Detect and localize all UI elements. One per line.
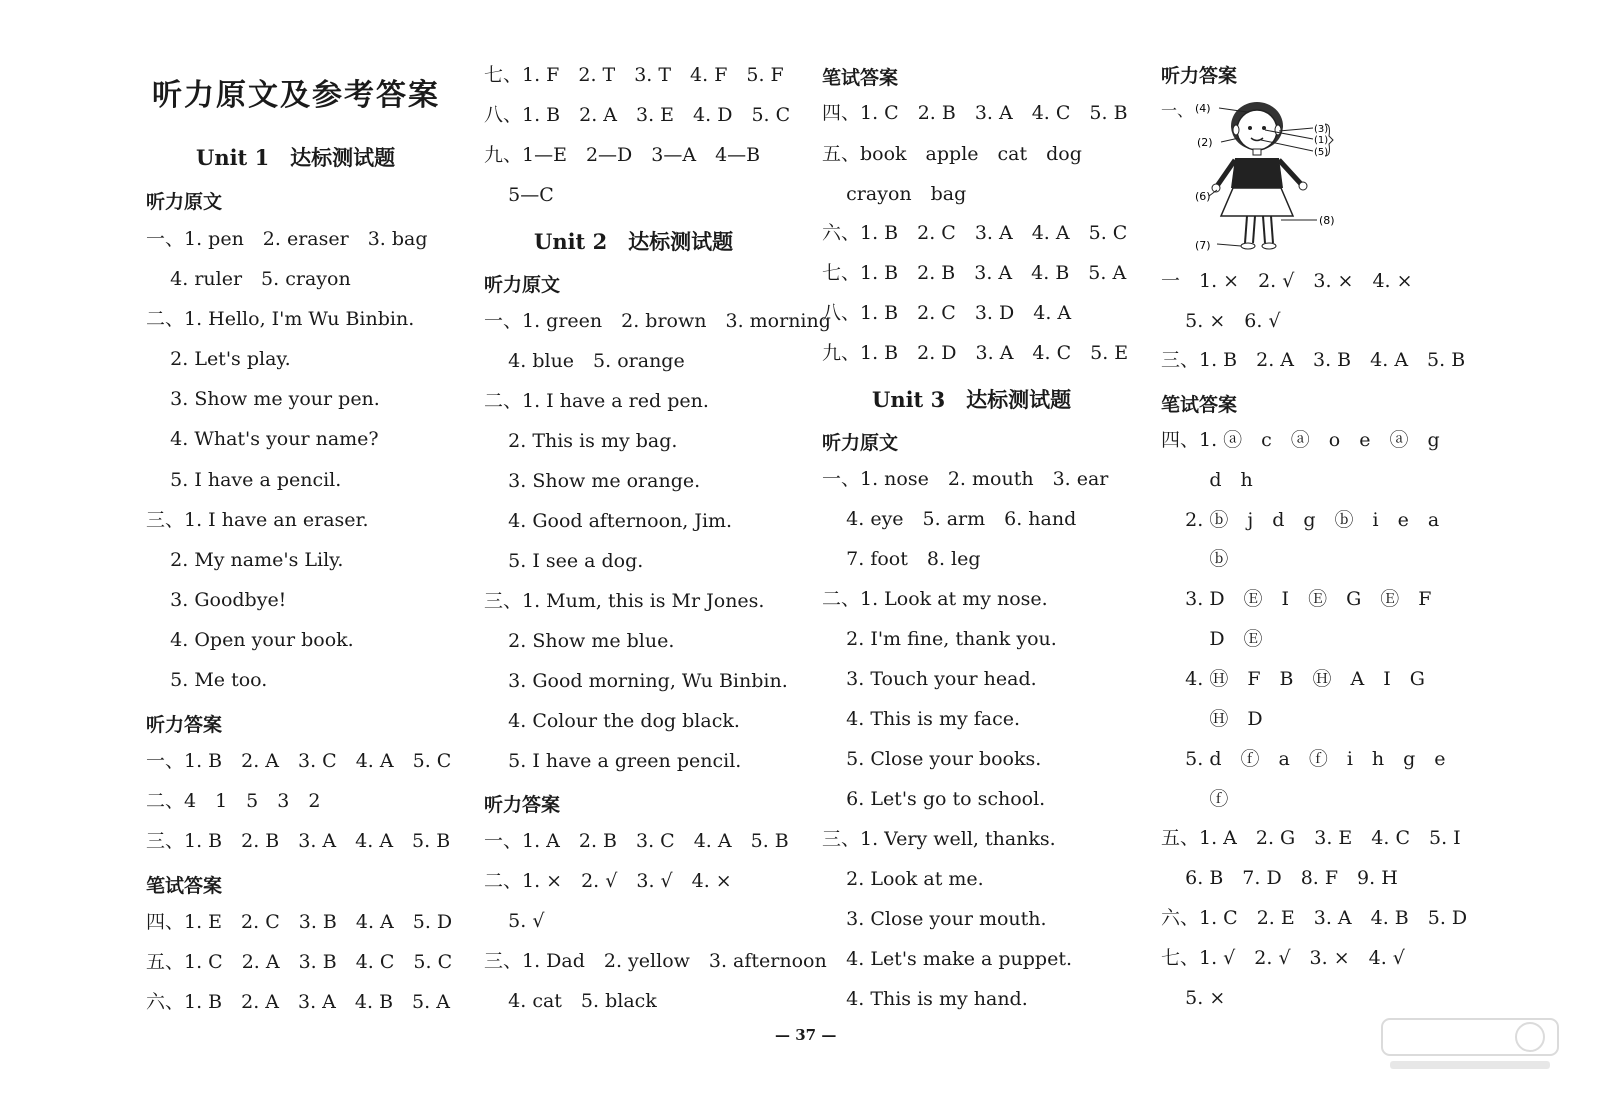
answer-line: 2. Let's play. <box>146 348 291 370</box>
answer-line: 一、1. A 2. B 3. C 4. A 5. B <box>484 830 789 852</box>
figure-label: (2) <box>1197 136 1213 149</box>
answer-line: 5. d ⓕ a ⓕ i h g e <box>1161 748 1446 770</box>
answer-line: 三、1. Very well, thanks. <box>822 828 1056 850</box>
figure-label: (7) <box>1195 239 1211 252</box>
answer-line: 4. This is my face. <box>822 708 1021 730</box>
answer-line: 九、1. B 2. D 3. A 4. C 5. E <box>822 342 1129 364</box>
answer-line: 3. Show me orange. <box>484 470 701 492</box>
unit-2-listening-text-heading: 听力原文 <box>484 274 561 296</box>
answer-line: 6. B 7. D 8. F 9. H <box>1161 867 1398 889</box>
answer-line: 2. My name's Lily. <box>146 549 344 571</box>
answer-line: 三、1. I have an eraser. <box>146 509 369 531</box>
answer-line: 九、1—E 2—D 3—A 4—B <box>484 144 761 166</box>
unit-2-listening-answers-heading: 听力答案 <box>484 794 561 816</box>
answer-line: 三、1. B 2. B 3. A 4. A 5. B <box>146 830 451 852</box>
answer-line: 4. ruler 5. crayon <box>146 268 351 290</box>
answer-line: 7. foot 8. leg <box>822 548 981 570</box>
answer-line: 一、1. pen 2. eraser 3. bag <box>146 228 428 250</box>
unit-3-listening-answers-heading: 听力答案 <box>1161 65 1238 87</box>
answer-line: 5. × 6. √ <box>1161 310 1281 332</box>
answer-line: 3. Touch your head. <box>822 668 1037 690</box>
answer-line: 5. I have a green pencil. <box>484 750 742 772</box>
watermark-logo-icon <box>1380 1015 1560 1075</box>
answer-line: ⓕ <box>1161 788 1229 810</box>
figure-label: (4) <box>1195 102 1211 115</box>
answer-line: 八、1. B 2. C 3. D 4. A <box>822 302 1072 324</box>
unit-3-listening-text-heading: 听力原文 <box>822 432 899 454</box>
answer-line: 二、1. Hello, I'm Wu Binbin. <box>146 308 415 330</box>
answer-line: 三、1. B 2. A 3. B 4. A 5. B <box>1161 349 1466 371</box>
answer-line: 4. Colour the dog black. <box>484 710 740 732</box>
answer-line: 5. Me too. <box>146 669 268 691</box>
answer-line: 七、1. B 2. B 3. A 4. B 5. A <box>822 262 1127 284</box>
answer-line: 五、1. C 2. A 3. B 4. C 5. C <box>146 951 453 973</box>
answer-line: 四、1. C 2. B 3. A 4. C 5. B <box>822 102 1128 124</box>
answer-line: 5. I have a pencil. <box>146 469 342 491</box>
answer-line: 一 1. × 2. √ 3. × 4. × <box>1161 270 1413 292</box>
answer-line: 4. This is my hand. <box>822 988 1028 1010</box>
unit-3-heading: Unit 3 达标测试题 <box>872 387 1072 412</box>
answer-line: 4. Open your book. <box>146 629 354 651</box>
answer-line: 4. Ⓗ F B Ⓗ A I G <box>1161 668 1425 690</box>
answer-line: 4. cat 5. black <box>484 990 657 1012</box>
answer-line: 三、1. Dad 2. yellow 3. afternoon <box>484 950 827 972</box>
answer-line: 二、4 1 5 3 2 <box>146 790 321 812</box>
answer-line: 六、1. B 2. C 3. A 4. A 5. C <box>822 222 1128 244</box>
answer-line: 2. ⓑ j d g ⓑ i e a <box>1161 509 1440 531</box>
answer-line: 八、1. B 2. A 3. E 4. D 5. C <box>484 104 791 126</box>
unit-3-written-answers-heading: 笔试答案 <box>1161 394 1238 416</box>
answer-line: 4. What's your name? <box>146 428 379 450</box>
answer-line: 5. √ <box>484 910 545 932</box>
answer-line: 四、1. E 2. C 3. B 4. A 5. D <box>146 911 453 933</box>
page-number: — 37 — <box>775 1026 837 1044</box>
answer-line: 3. Good morning, Wu Binbin. <box>484 670 788 692</box>
figure-label: (3) <box>1314 124 1329 135</box>
unit-2-written-answers-heading: 笔试答案 <box>822 67 899 89</box>
unit-1-heading: Unit 1 达标测试题 <box>196 145 396 170</box>
answer-line: 四、1. ⓐ c ⓐ o e ⓐ g <box>1161 429 1440 451</box>
answer-line: ⓑ <box>1161 548 1229 570</box>
unit-2-heading: Unit 2 达标测试题 <box>534 229 734 254</box>
answer-line: 3. Show me your pen. <box>146 388 380 410</box>
answer-line: 六、1. B 2. A 3. A 4. B 5. A <box>146 991 450 1013</box>
answer-line: 七、1. F 2. T 3. T 4. F 5. F <box>484 64 784 86</box>
answer-line: 5. Close your books. <box>822 748 1042 770</box>
answer-line: 6. Let's go to school. <box>822 788 1046 810</box>
unit-1-listening-answers-heading: 听力答案 <box>146 714 223 736</box>
figure-prefix: 一、 <box>1161 101 1194 120</box>
girl-illustration <box>1195 98 1370 258</box>
answer-line: 4. Let's make a puppet. <box>822 948 1072 970</box>
answer-line: 2. Show me blue. <box>484 630 675 652</box>
answer-line: 二、1. × 2. √ 3. √ 4. × <box>484 870 732 892</box>
answer-line: 3. Goodbye! <box>146 589 287 611</box>
figure-label: (6) <box>1195 190 1211 203</box>
unit-1-written-answers-heading: 笔试答案 <box>146 875 223 897</box>
figure-label: (1) <box>1314 135 1329 146</box>
answer-line: D Ⓔ <box>1161 628 1263 650</box>
answer-line: 一、1. nose 2. mouth 3. ear <box>822 468 1109 490</box>
answer-line: 2. Look at me. <box>822 868 984 890</box>
answer-line: crayon bag <box>822 183 967 205</box>
answer-line: 一、1. green 2. brown 3. morning <box>484 310 831 332</box>
unit-1-listening-text-heading: 听力原文 <box>146 191 223 213</box>
answer-line: 七、1. √ 2. √ 3. × 4. √ <box>1161 947 1405 969</box>
answer-line: 4. Good afternoon, Jim. <box>484 510 733 532</box>
answer-line: 五、book apple cat dog <box>822 143 1082 165</box>
answer-line: 2. This is my bag. <box>484 430 678 452</box>
answer-line: 5—C <box>484 184 554 206</box>
girl-body-parts-figure <box>1195 98 1370 262</box>
answer-line: 二、1. Look at my nose. <box>822 588 1048 610</box>
figure-label: (8) <box>1319 214 1335 227</box>
answer-line: 五、1. A 2. G 3. E 4. C 5. I <box>1161 827 1461 849</box>
answer-line: 5. × <box>1161 987 1226 1009</box>
answer-line: 二、1. I have a red pen. <box>484 390 709 412</box>
answer-line: 三、1. Mum, this is Mr Jones. <box>484 590 765 612</box>
page-title: 听力原文及参考答案 <box>152 78 440 113</box>
answer-line: 5. I see a dog. <box>484 550 644 572</box>
answer-line: 六、1. C 2. E 3. A 4. B 5. D <box>1161 907 1468 929</box>
answer-line: 4. eye 5. arm 6. hand <box>822 508 1077 530</box>
answer-line: 3. D Ⓔ I Ⓔ G Ⓔ F <box>1161 588 1432 610</box>
answer-line: 一、1. B 2. A 3. C 4. A 5. C <box>146 750 452 772</box>
answer-line: 4. blue 5. orange <box>484 350 685 372</box>
answer-line: Ⓗ D <box>1161 708 1263 730</box>
answer-line: d h <box>1161 469 1253 491</box>
answer-line: 2. I'm fine, thank you. <box>822 628 1057 650</box>
answer-line: 3. Close your mouth. <box>822 908 1047 930</box>
figure-label: (5) <box>1314 147 1329 158</box>
